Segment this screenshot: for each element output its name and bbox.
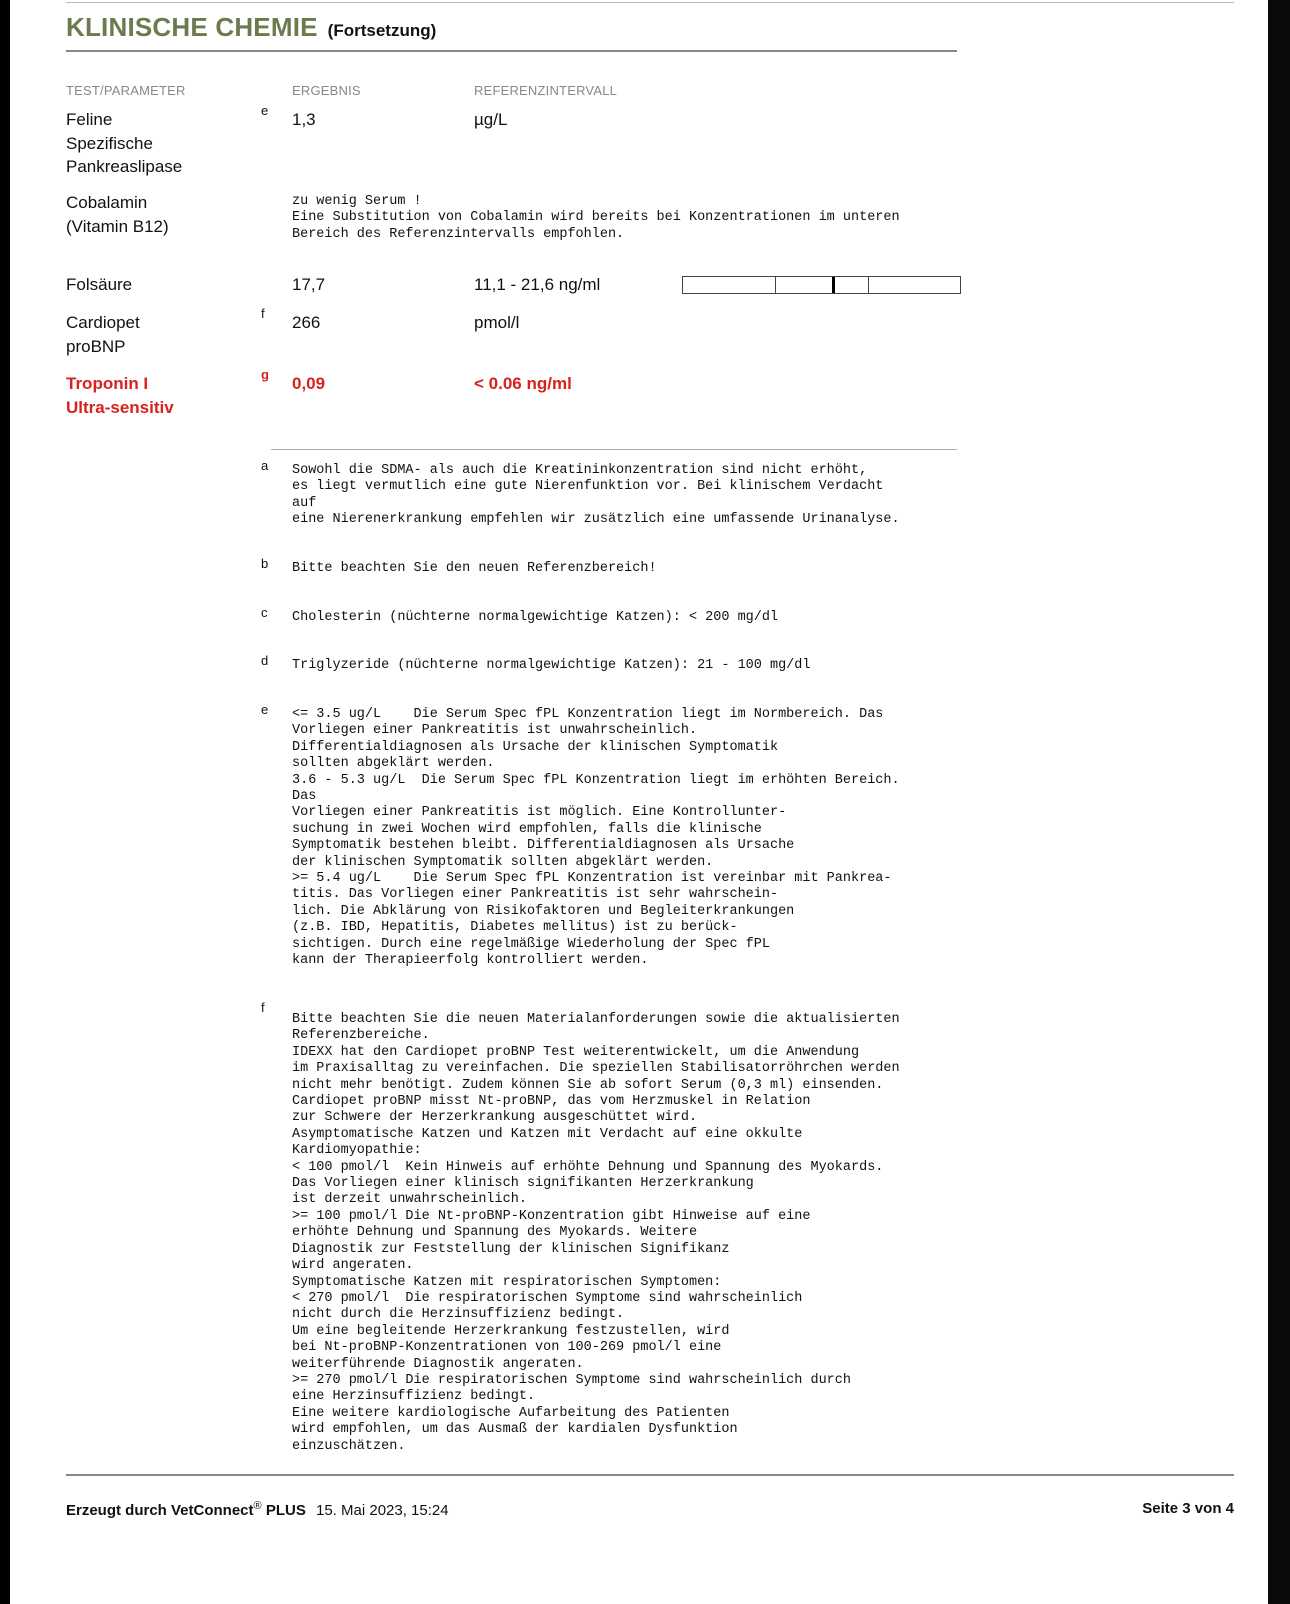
report-page — [10, 0, 1268, 1604]
footer-divider — [66, 1474, 1234, 1476]
result-comment: zu wenig Serum ! Eine Substitution von Cobalamin wird bereits bei Konzentrationen im unteren Bereich des Referenzintervalls empfohlen. — [292, 194, 900, 242]
reference-interval: µg/L — [474, 110, 508, 129]
column-header-result: ERGEBNIS — [292, 83, 361, 98]
param-name: Cobalamin (Vitamin B12) — [66, 193, 169, 236]
param-name: Feline Spezifische Pankreaslipase — [66, 110, 183, 176]
generator-plus: PLUS — [265, 1502, 306, 1519]
top-divider — [66, 2, 1234, 3]
footnote-letter: e — [261, 702, 269, 717]
reference-range-bar — [682, 276, 961, 294]
window-edge — [1268, 0, 1290, 1604]
footnote-letter: d — [261, 653, 269, 668]
column-header-param: TEST/PARAMETER — [66, 83, 186, 98]
page-number: Seite 3 von 4 — [1142, 1500, 1234, 1517]
footer-generated — [66, 1500, 449, 1519]
reference-interval: 11,1 - 21,6 ng/ml — [474, 275, 601, 294]
footnote-text: Bitte beachten Sie den neuen Referenzbereich! — [292, 561, 657, 576]
reference-interval: pmol/l — [474, 313, 520, 332]
footnote-text: Bitte beachten Sie die neuen Materialanforderungen sowie die aktualisierten Referenzbereiche. IDEXX hat den Cardiopet proBNP Test weiterentwickelt, um die Anwendung im Praxisalltag zu vereinfachen. Die speziellen Stabilisatorröhrchen werden nicht mehr benötigt. Zudem können Sie ab sofort Serum (0,3 ml) einsenden. Cardiopet proBNP misst Nt-proBNP, das vom Herzmuskel in Relation zur Schwere der Herzerkrankung ausgeschüttet wird. Asymptomatische Katzen und Katzen mit Verdacht auf eine okkulte Kardiomyopathie: < 100 pmol/l Kein Hinweis auf erhöhte Dehnung und Spannung des Myokards. Das Vorliegen einer klinisch signifikanten Herzerkrankung ist derzeit unwahrscheinlich. >= 100 pmol/l Die Nt-proBNP-Konzentration gibt Hinweise auf eine erhöhte Dehnung und Spannung des Myokards. Weitere Diagnostik zur Feststellung der klinischen Signifikanz wird angeraten. Symptomatische Katzen mit respiratorischen Symptomen: < 270 pmol/l Die respiratorischen Symptome sind wahrscheinlich nicht durch die Herzinsuffizienz bedingt. Um eine begleitende Herzerkrankung festzustellen, wird bei Nt-proBNP-Konzentrationen von 100-269 pmol/l eine weiterführende Diagnostik angeraten. >= 270 pmol/l Die respiratorischen Symptome sind wahrscheinlich durch eine Herzinsuffizienz bedingt. Eine weitere kardiologische Aufarbeitung des Patienten wird empfohlen, um das Ausmaß der kardialen Dysfunktion einzuschätzen. — [292, 1012, 900, 1454]
footnote-letter: a — [261, 458, 269, 473]
result-value: 17,7 — [292, 275, 326, 294]
footnote-letter: f — [261, 1000, 265, 1015]
footnote-flag: g — [261, 367, 269, 382]
footnote-text: <= 3.5 ug/L Die Serum Spec fPL Konzentration liegt im Normbereich. Das Vorliegen einer Pankreatitis ist unwahrscheinlich. Differentialdiagnosen als Ursache der klinischen Symptomatik sollten abgeklärt werden. 3.6 - 5.3 ug/L Die Serum Spec fPL Konzentration liegt im erhöhten Bereich. Das Vorliegen einer Pankreatitis ist möglich. Eine Kontrollunter- suchung in zwei Wochen wird empfohlen, falls die klinische Symptomatik bestehen bleibt. Differentialdiagnosen als Ursache der klinischen Symptomatik sollten abgeklärt werden. >= 5.4 ug/L Die Serum Spec fPL Konzentration ist vereinbar mit Pankrea- titis. Das Vorliegen einer Pankreatitis ist sehr wahrschein- lich. Die Abklärung von Risikofaktoren und Begleiterkrankungen (z.B. IBD, Hepatitis, Diabetes mellitus) ist zu berück- sichtigen. Durch eine regelmäßige Wiederholung der Spec fPL kann der Therapieerfolg kontrolliert werden. — [292, 707, 900, 969]
range-lower-tick — [775, 277, 776, 293]
generated-date: 15. Mai 2023, 15:24 — [316, 1502, 449, 1519]
result-value: 266 — [292, 313, 321, 332]
footnote-letter: b — [261, 556, 269, 571]
footnote-letter: c — [261, 605, 268, 620]
range-upper-tick — [868, 277, 869, 293]
footnote-flag: f — [261, 306, 265, 321]
footnote-text: Triglyzeride (nüchterne normalgewichtige Katzen): 21 - 100 mg/dl — [292, 658, 811, 673]
section-subtitle: (Fortsetzung) — [327, 21, 437, 40]
registered-mark: ® — [253, 1500, 262, 1512]
param-name: Cardiopet proBNP — [66, 313, 140, 356]
footnote-text: Sowohl die SDMA- als auch die Kreatininkonzentration sind nicht erhöht, es liegt vermutlich eine gute Nierenfunktion vor. Bei klinischem Verdacht auf eine Nierenerkrankung empfehlen wir zusätzlich eine umfassende Urinanalyse. — [292, 463, 900, 528]
column-header-ref: REFERENZINTERVALL — [474, 83, 618, 98]
reference-interval: < 0.06 ng/ml — [474, 374, 572, 393]
section-header — [66, 12, 436, 43]
header-divider — [66, 50, 957, 52]
footnote-flag: e — [261, 103, 269, 118]
param-name: Troponin I Ultra-sensitiv — [66, 374, 174, 417]
result-value: 1,3 — [292, 110, 316, 129]
result-marker — [832, 277, 835, 293]
result-value: 0,09 — [292, 374, 326, 393]
section-title: KLINISCHE CHEMIE — [66, 12, 318, 42]
generator-label: Erzeugt durch VetConnect — [66, 1502, 254, 1519]
param-name: Folsäure — [66, 275, 133, 294]
footnote-text: Cholesterin (nüchterne normalgewichtige Katzen): < 200 mg/dl — [292, 610, 779, 625]
notes-divider — [271, 449, 957, 450]
